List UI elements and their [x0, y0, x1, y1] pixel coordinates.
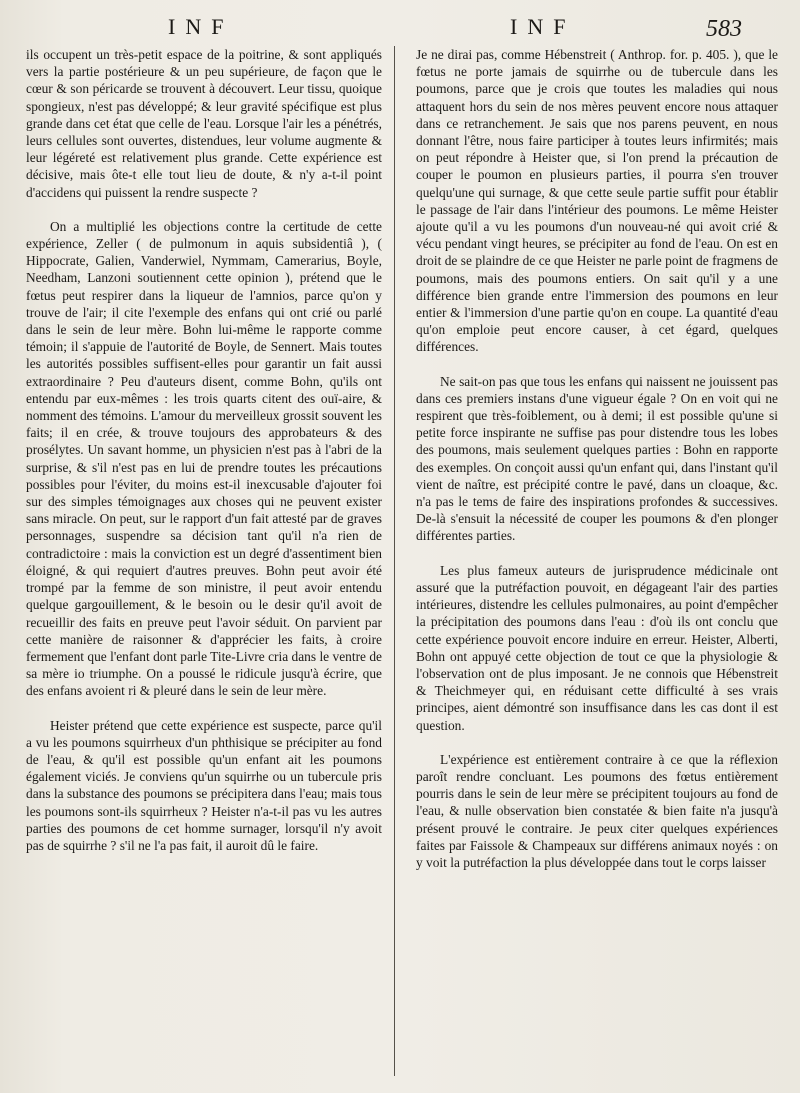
running-header — [0, 10, 800, 44]
paragraph: Ne sait-on pas que tous les enfans qui naissent ne jouissent pas dans ces premiers instans d'une vigueur égale ? On en voit qui ne respirent que très-foiblement, ou à demi; il est possible qu'une si petite force inspirante ne suffise pas pour distendre tous les lobes des poumons, mais seulement quelques parties : Bohn en rapporte des exemples. On conçoit aussi qu'un enfant qui, dans l'instant qu'il vient de naître, est précipité contre le pavé, dans un cloaque, &c. n'a pas le tems de faire des inspirations profondes & successives. De-là s'ensuit la nécessité de couper les poumons & d'en plonger différentes parties. — [416, 373, 778, 544]
paragraph: Les plus fameux auteurs de jurisprudence médicinale ont assuré que la putréfaction pouvoit, en dégageant l'air des parties intérieures, distendre les cellules pulmonaires, au point d'empêcher la précipitation des poumons dans l'eau : d'où ils ont conclu que cette expérience pouvoit encore induire en erreur. Heister, Alberti, Bohn ont appuyé cette objection de tout ce que la physiologie & l'observation ont de plus imposant. Je ne connois que Hébenstreit & Theichmeyer qui, en réduisant cette difficulté à ses vrais principes, aient démontré son insuffisance dans les cas dont il est question. — [416, 562, 778, 733]
header-right-title: INF — [510, 14, 576, 39]
paragraph: On a multiplié les objections contre la certitude de cette expérience, Zeller ( de pulmonum in aquis subsidentiâ ), ( Hippocrate, Galien, Vanderwiel, Nymmam, Camerarius, Boyle, Needham, Lanzoni soutiennent cette opinion ), prétend que le fœtus peut respirer dans la liqueur de l'amnios, parce qu'on y trouve de l'air; il cite l'exemple des enfans qui ont crié ou parlé dans le sein de leur mère. Bohn lui-même le rapporte comme témoin; il s'appuie de l'autorité de Boyle, de Sennert. Mais toutes les autorités possibles suffisent-elles pour garantir un fait aussi extraordinaire ? Peu d'auteurs disent, comme Bohn, qu'ils ont entendu par eux-mêmes : les trois quarts citent des ouï-aire, & nomment des témoins. L'amour du merveilleux grossit souvent les faits; il en crée, & trouve toujours des approbateurs & des prosélytes. Un savant homme, un physicien n'est pas à l'abri de la surprise, & s'il n'est pas en lui de prendre toutes les précautions possibles pour l'éviter, du moins est-il inexcusable d'ajouter foi sur des simples témoignages aux choses qui ne peuvent exister sans miracle. On peut, sur le rapport d'un fait attesté par de graves personnages, suspendre sa décision tant qu'il n'a rien de contradictoire : mais la conviction est un degré d'assentiment bien éloigné, & qui requiert d'autres preuves. Bohn peut avoir été trompé par la femme de son ministre, il peut avoir entendu quelque gargouillement, & le besoin ou le desir qu'il avoit de recueillir des faits en preuve peut l'avoir séduit. On parvient par cette manière de raisonner & d'apprécier les faits, à croire fermement que l'enfant dont parle Tite-Livre cria dans le ventre de sa mère io triumphe. On a poussé le ridicule jusqu'à écrire, que des enfans avoient ri & pleuré dans le sein de leur mère. — [26, 218, 382, 699]
page-number: 583 — [706, 16, 742, 42]
paragraph: Je ne dirai pas, comme Hébenstreit ( Anthrop. for. p. 405. ), que le fœtus ne porte jamais de squirrhe ou de tubercule dans les poumons, parce que je crois que toutes les maladies qui nous attaquent hors du sein de nos mères peuvent encore nous attaquer dans ce retranchement. Je sais que nos parens peuvent, en nous donnant l'être, nous faire participer à toutes leurs infirmités; mais on peut répondre à Heister que, si l'on prend la précaution de couper le poumon en plusieurs parties, il pourra s'en trouver quelqu'une qui surnage, & que cette seule partie suffit pour établir le passage de l'air dans l'intérieur des poumons. Le même Heister ajoute qu'il a vu les poumons d'un nouveau-né qui avoit crié & vécu pendant vingt heures, se précipiter au fond de l'eau. On est en droit de se plaindre de ce que Heister ne parle point de fragmens de poumons, mais des poumons entiers. On sait qu'il y a une différence bien grande entre l'immersion des poumons en leur entier & l'immersion d'une partie qu'on en coupe. La quantité d'eau qu'on emploie peut encore causer, à cet égard, quelques différences. — [416, 47, 778, 355]
left-column — [26, 46, 382, 871]
header-left-title: INF — [168, 14, 234, 39]
paragraph: ils occupent un très-petit espace de la poitrine, & sont appliqués vers la partie postérieure & un peu supérieure, de façon que le cœur & son péricarde se trouvent à découvert. Leur tissu, quoique spongieux, n'est pas développé; & leur gravité spécifique est plus grande dans cet état que celle de l'eau. Lorsque l'air les a pénétrés, leurs cellules sont ouvertes, distendues, leur volume augmente & leur légéreté est relativement plus grande. Cette expérience est décisive, mais ôte-t elle tout lieu de doute, & n'y a-t-il point d'accidens qui puissent la rendre suspecte ? — [26, 47, 382, 200]
right-column — [416, 46, 778, 888]
paragraph: Heister prétend que cette expérience est suspecte, parce qu'il a vu les poumons squirrheux d'un phthisique se précipiter au fond de l'eau, & qu'il est possible qu'un enfant ait les poumons également viciés. Je conviens qu'un squirrhe ou un tubercule pris dans la substance des poumons se précipitera dans l'eau; mais tous les poumons sont-ils squirrheux ? Heister n'a-t-il pas vu les autres parties des poumons de cet homme surnager, lorsqu'il n'y avoit pas de squirrhe ? s'il ne l'a pas fait, il auroit dû le faire. — [26, 717, 382, 853]
column-divider — [394, 46, 395, 1076]
paragraph: L'expérience est entièrement contraire à ce que la réflexion paroît rendre concluant. Les poumons des fœtus entièrement pourris dans le sein de leur mère se précipitent toujours au fond de l'eau, & nulle observation bien constatée & bien faite n'a jusqu'à présent prouvé le contraire. Je peux citer quelques expériences faites par Faissole & Champeaux sur différens animaux noyés : on y voit la putréfaction la plus développée dans tout le corps laisser — [416, 751, 778, 870]
